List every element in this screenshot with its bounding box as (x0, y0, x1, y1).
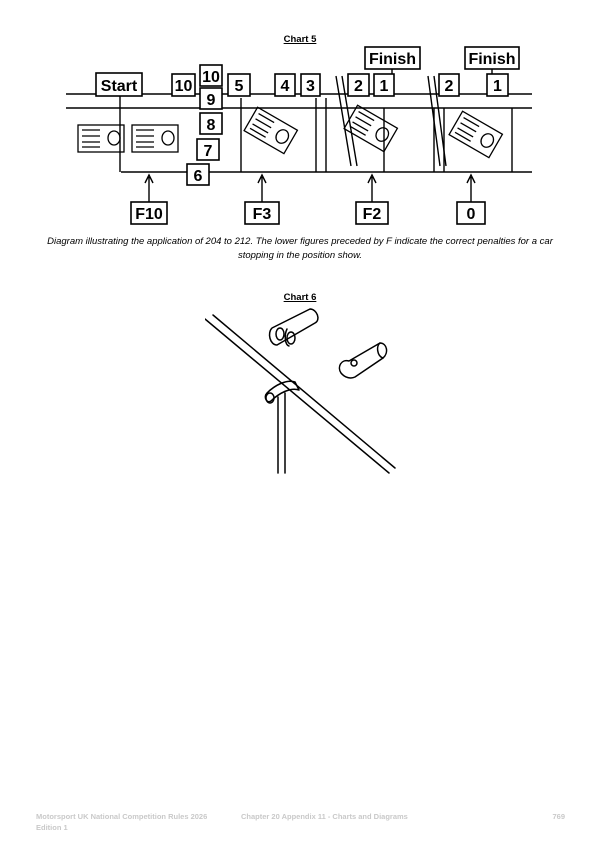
penalty-arrow-icon (368, 175, 376, 202)
car-icon (449, 111, 502, 157)
stacked-label-6: 6 (193, 168, 203, 185)
finish-label: Finish (368, 51, 417, 68)
penalty-arrow-icon (467, 175, 475, 202)
finish-label: Finish (468, 51, 516, 68)
footer-page-number: 769 (552, 812, 565, 821)
chart-5-caption: Diagram illustrating the application of 204 to 212. The lower figures preceded by F indicate the correct penalties for a car stopping in the position show. (47, 236, 553, 261)
footer-edition: Edition 1 (36, 823, 68, 832)
penalty-label: 0 (466, 206, 476, 223)
car-icon (344, 105, 397, 151)
car-icon (244, 107, 297, 153)
car-icon (132, 125, 178, 152)
board-5-label: 5 (234, 78, 244, 95)
stacked-label-9: 9 (206, 92, 216, 109)
board-2-label: 2 (444, 78, 454, 95)
start-label: Start (100, 78, 138, 95)
penalty-arrow-icon (258, 175, 266, 202)
footer-rulebook-name: Motorsport UK National Competition Rules 2026 (36, 812, 208, 821)
footer-rulebook-title (36, 811, 207, 833)
penalty-label: F10 (135, 206, 163, 223)
penalty-label: F3 (252, 206, 272, 223)
board-1-label: 1 (379, 78, 389, 95)
roll-bar-clamp-diagram (205, 305, 400, 477)
chart-6-title: Chart 6 (283, 292, 317, 303)
board-4-label: 4 (280, 78, 290, 95)
board-1-label: 1 (493, 78, 502, 95)
penalty-arrow-icon (145, 175, 153, 202)
stacked-label-7: 7 (203, 143, 213, 160)
penalty-label: F2 (362, 206, 382, 223)
chart-5-title: Chart 5 (283, 34, 317, 45)
stacked-label-8: 8 (206, 117, 216, 134)
board-2-label: 2 (354, 78, 363, 95)
stacked-label-10: 10 (202, 69, 220, 86)
board-10-label: 10 (174, 78, 193, 95)
car-icon (78, 125, 124, 152)
board-3-label: 3 (306, 78, 315, 95)
start-finish-penalty-diagram (66, 46, 532, 228)
footer-chapter: Chapter 20 Appendix 11 - Charts and Diagrams (241, 812, 408, 821)
